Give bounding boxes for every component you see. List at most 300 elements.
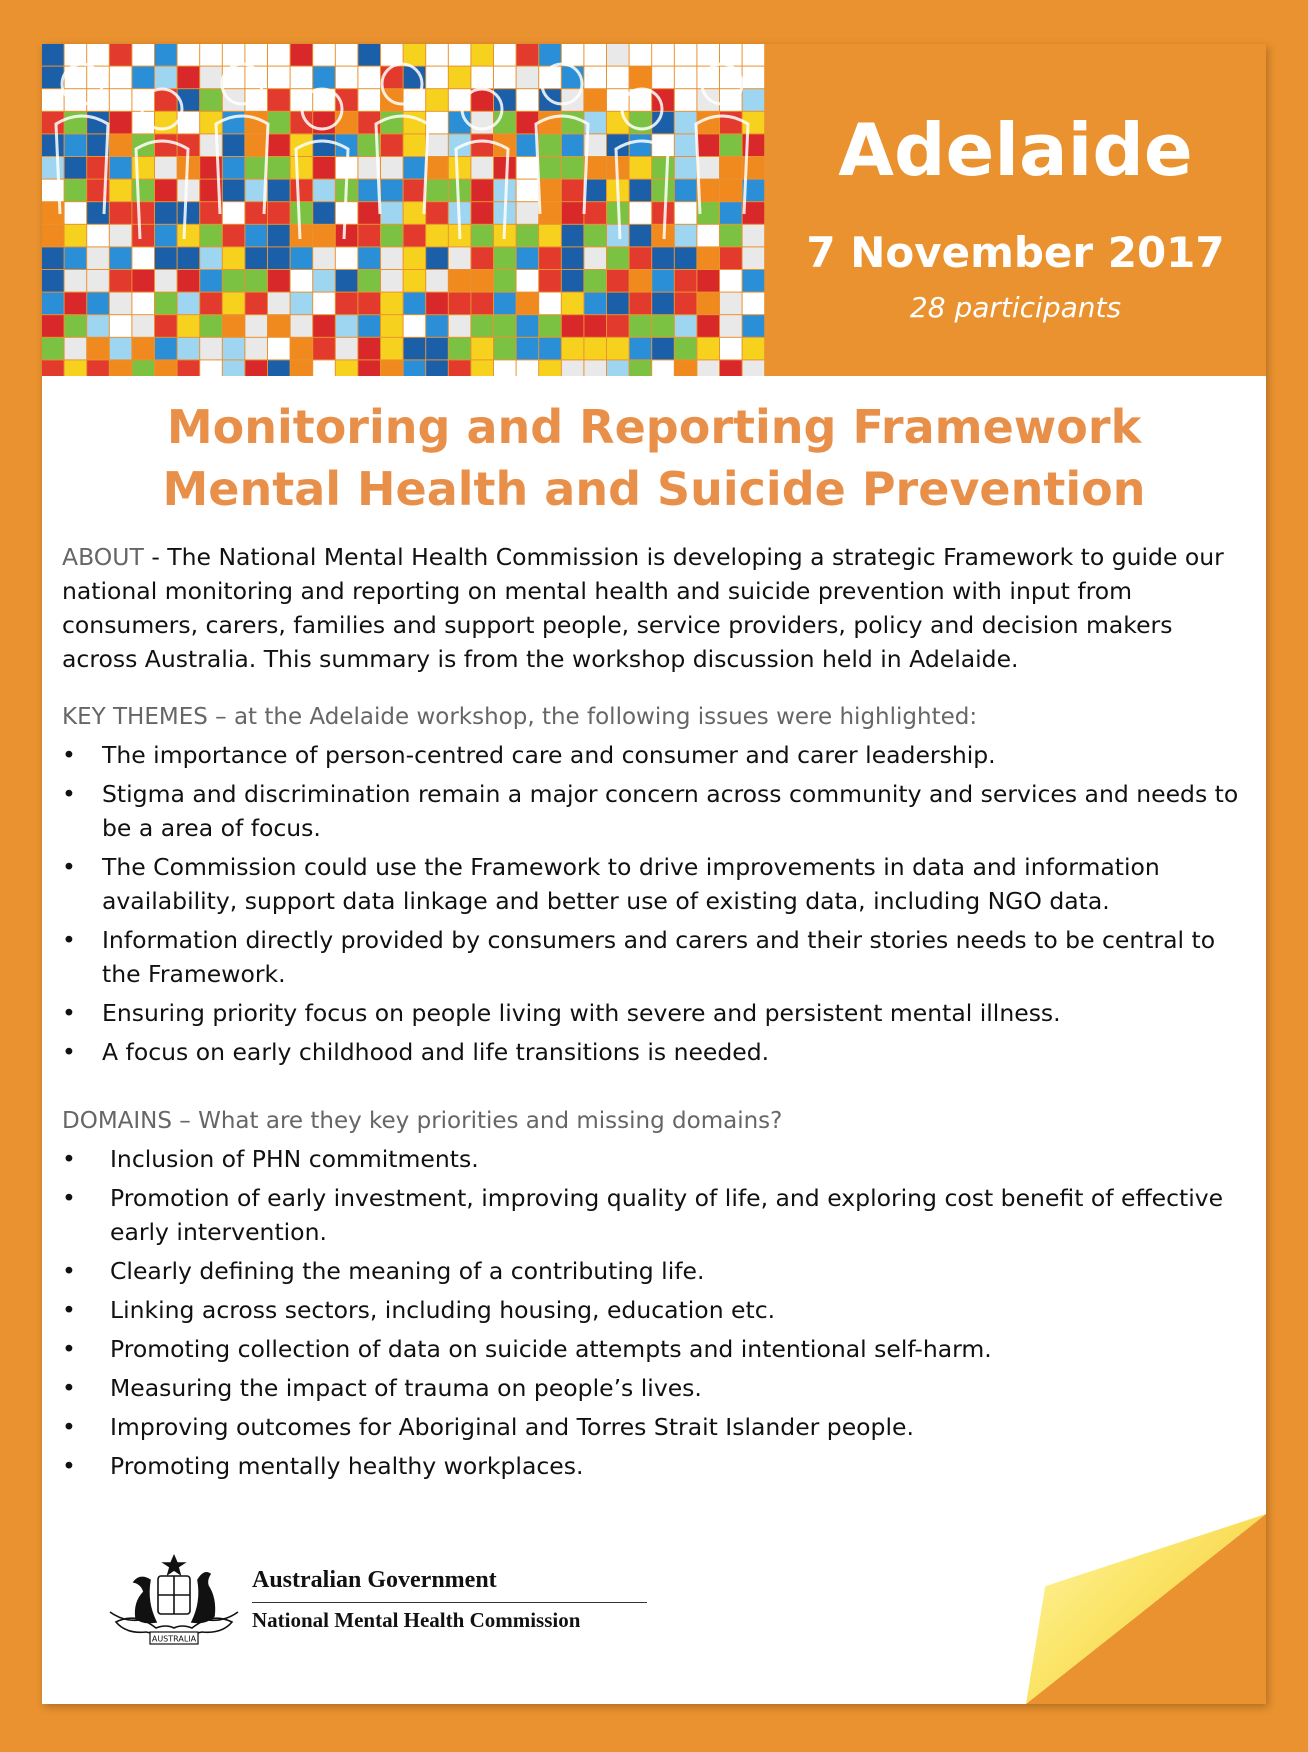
mosaic-tile [42, 157, 64, 179]
mosaic-tile [313, 44, 335, 66]
mosaic-tile [471, 338, 493, 360]
mosaic-tile [630, 180, 652, 202]
mosaic-tile [223, 134, 245, 156]
mosaic-tile [65, 270, 87, 292]
mosaic-tile [494, 315, 516, 337]
mosaic-tile [539, 134, 561, 156]
mosaic-tile [675, 112, 697, 134]
mosaic-tile [313, 157, 335, 179]
mosaic-tile [404, 134, 426, 156]
mosaic-tile [200, 338, 222, 360]
mosaic-tile [539, 202, 561, 224]
mosaic-tile [584, 44, 606, 66]
mosaic-tile [291, 225, 313, 247]
mosaic-tile [404, 247, 426, 269]
mosaic-tile [268, 270, 290, 292]
key-theme-item [62, 996, 1242, 1030]
mosaic-tile [245, 293, 267, 315]
mosaic-tile [245, 247, 267, 269]
mosaic-tile [584, 247, 606, 269]
mosaic-tile [720, 134, 742, 156]
domain-item-text: Promoting collection of data on suicide attempts and intentional self-harm. [110, 1335, 992, 1363]
bullet-icon: • [62, 1374, 76, 1402]
mosaic-tile [268, 134, 290, 156]
domain-item [62, 1254, 1242, 1288]
mosaic-tile [517, 247, 539, 269]
mosaic-tile [426, 134, 448, 156]
mosaic-tile [426, 89, 448, 111]
mosaic-tile [291, 180, 313, 202]
mosaic-tile [720, 360, 742, 376]
mosaic-tile [517, 270, 539, 292]
mosaic-tile [743, 360, 765, 376]
key-theme-item [62, 1035, 1242, 1069]
mosaic-tile [426, 270, 448, 292]
mosaic-tile [449, 293, 471, 315]
mosaic-tile [675, 293, 697, 315]
mosaic-tile [313, 338, 335, 360]
mosaic-tile [494, 67, 516, 89]
mosaic-tile [562, 315, 584, 337]
mosaic-tile [87, 247, 109, 269]
mosaic-tile [562, 293, 584, 315]
mosaic-tile [652, 67, 674, 89]
mosaic-tile [426, 247, 448, 269]
mosaic-tile [652, 44, 674, 66]
mosaic-tile [584, 338, 606, 360]
bullet-icon: • [62, 1413, 76, 1441]
city-title: Adelaide [838, 108, 1193, 192]
mosaic-tile [65, 180, 87, 202]
mosaic-tile [110, 112, 132, 134]
mosaic-tile [539, 360, 561, 376]
domain-item-text: Promotion of early investment, improving quality of life, and exploring cost benefit of effective early intervention. [110, 1184, 1224, 1246]
mosaic-tile [358, 202, 380, 224]
mosaic-tile [630, 225, 652, 247]
bullet-icon: • [62, 1038, 76, 1066]
mosaic-tile [562, 225, 584, 247]
mosaic-tile [358, 360, 380, 376]
mosaic-tile [381, 134, 403, 156]
mosaic-tile [697, 134, 719, 156]
mosaic-tile [110, 67, 132, 89]
mosaic-tile [132, 247, 154, 269]
mosaic-tile [562, 202, 584, 224]
mosaic-tile [584, 180, 606, 202]
mosaic-tile [404, 44, 426, 66]
mosaic-tile [245, 360, 267, 376]
mosaic-tile [404, 360, 426, 376]
mosaic-tile [449, 270, 471, 292]
mosaic-tile [42, 338, 64, 360]
mosaic-tile [494, 89, 516, 111]
mosaic-tile [720, 67, 742, 89]
coat-of-arms-icon [106, 1552, 242, 1652]
mosaic-tile [291, 338, 313, 360]
domain-item [62, 1449, 1242, 1483]
mosaic-tile [358, 338, 380, 360]
mosaic-tile [517, 180, 539, 202]
title-line-1: Monitoring and Reporting Framework [166, 400, 1142, 454]
key-theme-item-text: Stigma and discrimination remain a major concern across community and services and needs to be a area of focus. [102, 780, 1239, 842]
key-themes-heading: KEY THEMES – at the Adelaide workshop, the following issues were highlighted: [62, 704, 978, 730]
mosaic-tile [539, 315, 561, 337]
mosaic-tile [675, 270, 697, 292]
mosaic-tile [110, 270, 132, 292]
mosaic-tile [449, 360, 471, 376]
mosaic-tile [87, 89, 109, 111]
mosaic-tile [697, 315, 719, 337]
mosaic-tile [268, 247, 290, 269]
mosaic-tile [426, 44, 448, 66]
mosaic-tile [245, 44, 267, 66]
mosaic-tile [336, 247, 358, 269]
mosaic-tile [381, 225, 403, 247]
mosaic-tile [87, 315, 109, 337]
mosaic-tile [720, 157, 742, 179]
mosaic-tile [268, 157, 290, 179]
mosaic-tile [517, 338, 539, 360]
mosaic-tile [720, 270, 742, 292]
mosaic-tile [743, 225, 765, 247]
mosaic-tile [471, 225, 493, 247]
mosaic-tile [358, 247, 380, 269]
mosaic-tile [381, 270, 403, 292]
mosaic-tile [87, 360, 109, 376]
mosaic-tile [110, 247, 132, 269]
mosaic-tile [517, 202, 539, 224]
mosaic-tile [155, 360, 177, 376]
mosaic-tile [471, 315, 493, 337]
content-body [62, 540, 1242, 1488]
mosaic-tile [178, 338, 200, 360]
mosaic-tile [697, 270, 719, 292]
domain-item [62, 1293, 1242, 1327]
mosaic-tile [539, 44, 561, 66]
mosaic-tile [42, 44, 64, 66]
mosaic-tile [404, 180, 426, 202]
mosaic-tile [404, 202, 426, 224]
mosaic-tile [110, 315, 132, 337]
mosaic-tile [539, 157, 561, 179]
mosaic-tile [584, 202, 606, 224]
mosaic-tile [494, 293, 516, 315]
mosaic-tile [630, 44, 652, 66]
mosaic-tile [223, 315, 245, 337]
domain-item-text: Measuring the impact of trauma on people’s lives. [110, 1374, 702, 1402]
mosaic-tile [155, 225, 177, 247]
mosaic-tile [720, 293, 742, 315]
mosaic-tile [675, 180, 697, 202]
mosaic-tile [155, 293, 177, 315]
mosaic-tile [720, 202, 742, 224]
bullet-icon: • [62, 1335, 76, 1363]
mosaic-tile [155, 67, 177, 89]
mosaic-tile [471, 247, 493, 269]
mosaic-tile [743, 67, 765, 89]
mosaic-tile [336, 315, 358, 337]
mosaic-tile [675, 44, 697, 66]
mosaic-tile [65, 44, 87, 66]
mosaic-tile [607, 225, 629, 247]
bullet-icon: • [62, 780, 76, 808]
mosaic-tile [697, 338, 719, 360]
mosaic-tile [449, 247, 471, 269]
mosaic-tile [743, 293, 765, 315]
mosaic-tile [381, 338, 403, 360]
mosaic-tile [381, 44, 403, 66]
bullet-icon: • [62, 1296, 76, 1324]
mosaic-tile [336, 67, 358, 89]
mosaic-tile [449, 67, 471, 89]
mosaic-tile [720, 338, 742, 360]
mosaic-tile [471, 89, 493, 111]
mosaic-tile [720, 89, 742, 111]
mosaic-tile [562, 44, 584, 66]
mosaic-tile [268, 338, 290, 360]
mosaic-tile [155, 180, 177, 202]
mosaic-tile [313, 270, 335, 292]
mosaic-tile [630, 360, 652, 376]
mosaic-tile [675, 67, 697, 89]
key-theme-item [62, 923, 1242, 991]
mosaic-tile [65, 157, 87, 179]
mosaic-tile [313, 293, 335, 315]
mosaic-tile [539, 247, 561, 269]
flyer-page [42, 44, 1266, 1704]
key-theme-item [62, 777, 1242, 845]
mosaic-tile [697, 360, 719, 376]
participant-count: 28 participants [909, 291, 1122, 324]
mosaic-tile [291, 315, 313, 337]
mosaic-tile [245, 338, 267, 360]
mosaic-tile [743, 338, 765, 360]
mosaic-tile [584, 270, 606, 292]
mosaic-tile [42, 89, 64, 111]
mosaic-tile [675, 202, 697, 224]
mosaic-tile [471, 180, 493, 202]
mosaic-tile [517, 67, 539, 89]
mosaic-tile [223, 338, 245, 360]
mosaic-tile [110, 89, 132, 111]
mosaic-tile [675, 134, 697, 156]
mosaic-tile [743, 270, 765, 292]
mosaic-tile [110, 180, 132, 202]
domain-item [62, 1332, 1242, 1366]
mosaic-tile [697, 44, 719, 66]
mosaic-tile [720, 315, 742, 337]
mosaic-tile [404, 157, 426, 179]
mosaic-tile [607, 44, 629, 66]
mosaic-tile [584, 360, 606, 376]
mosaic-tile [223, 270, 245, 292]
mosaic-tile [313, 202, 335, 224]
mosaic-tile [539, 180, 561, 202]
mosaic-tile [291, 247, 313, 269]
mosaic-tile [358, 225, 380, 247]
mosaic-tile [268, 67, 290, 89]
mosaic-tile [449, 157, 471, 179]
mosaic-tile [268, 180, 290, 202]
mosaic-tile [178, 360, 200, 376]
mosaic-tile [65, 338, 87, 360]
mosaic-tile [404, 270, 426, 292]
mosaic-tile [132, 315, 154, 337]
mosaic-tile [87, 338, 109, 360]
mosaic-tile [471, 360, 493, 376]
mosaic-tile [223, 293, 245, 315]
domain-item [62, 1181, 1242, 1249]
mosaic-tile [675, 360, 697, 376]
mosaic-tile [358, 180, 380, 202]
mosaic-tile [132, 67, 154, 89]
mosaic-tile [245, 134, 267, 156]
mosaic-tile [697, 157, 719, 179]
mosaic-tile [652, 360, 674, 376]
mosaic-tile [471, 157, 493, 179]
mosaic-tile [42, 67, 64, 89]
bullet-icon: • [62, 926, 76, 954]
mosaic-tile [517, 44, 539, 66]
mosaic-tile [313, 315, 335, 337]
mosaic-tile [132, 270, 154, 292]
mosaic-tile [110, 202, 132, 224]
mosaic-tile [517, 89, 539, 111]
mosaic-tile [110, 44, 132, 66]
mosaic-tile [630, 270, 652, 292]
mosaic-tile [630, 134, 652, 156]
mosaic-tile [426, 315, 448, 337]
mosaic-tile [539, 225, 561, 247]
key-theme-item [62, 850, 1242, 918]
mosaic-tile [132, 180, 154, 202]
mosaic-tile [494, 338, 516, 360]
mosaic-tile [630, 202, 652, 224]
mosaic-tile [426, 360, 448, 376]
domain-item-text: Clearly defining the meaning of a contributing life. [110, 1257, 705, 1285]
domain-item-text: Inclusion of PHN commitments. [110, 1145, 479, 1173]
mosaic-tile [675, 338, 697, 360]
bullet-icon: • [62, 853, 76, 881]
mosaic-tile [652, 338, 674, 360]
mosaic-tile [743, 89, 765, 111]
mosaic-tile [132, 44, 154, 66]
mosaic-tile [178, 67, 200, 89]
mosaic-tile [200, 225, 222, 247]
mosaic-tile [245, 315, 267, 337]
domains-heading: DOMAINS – What are they key priorities and missing domains? [62, 1108, 783, 1134]
mosaic-tile [426, 338, 448, 360]
bullet-icon: • [62, 1257, 76, 1285]
mosaic-tile [155, 157, 177, 179]
domain-item [62, 1371, 1242, 1405]
mosaic-tile [449, 89, 471, 111]
mosaic-tile [291, 270, 313, 292]
mosaic-tile [562, 270, 584, 292]
mosaic-tile [471, 270, 493, 292]
mosaic-tile [65, 202, 87, 224]
about-label: ABOUT [62, 543, 144, 571]
mosaic-tile [381, 202, 403, 224]
mosaic-tile [65, 293, 87, 315]
mosaic-tile [268, 315, 290, 337]
domain-item-text: Improving outcomes for Aboriginal and Torres Strait Islander people. [110, 1413, 914, 1441]
mosaic-tile [65, 315, 87, 337]
mosaic-tile [539, 293, 561, 315]
mosaic-tile [155, 44, 177, 66]
mosaic-tile [245, 157, 267, 179]
mosaic-tile [675, 89, 697, 111]
mosaic-tile [42, 270, 64, 292]
mosaic-tile [584, 293, 606, 315]
mosaic-tile [87, 225, 109, 247]
about-text: - The National Mental Health Commission is developing a strategic Framework to guide our national monitoring and reporting on mental health and suicide prevention with input from consumers, carers, families and support people, service providers, policy and decision makers across Australia. This summary is from the workshop discussion held in Adelaide. [62, 543, 1224, 673]
mosaic-tile [630, 315, 652, 337]
mosaic-tile [178, 315, 200, 337]
mosaic-tile [223, 89, 245, 111]
mosaic-tile [584, 225, 606, 247]
mosaic-tile [697, 293, 719, 315]
mosaic-tile [223, 180, 245, 202]
mosaic-tile [630, 338, 652, 360]
key-theme-item-text: Information directly provided by consumers and carers and their stories needs to be central to the Framework. [102, 926, 1216, 988]
mosaic-tile [426, 112, 448, 134]
mosaic-tile [539, 270, 561, 292]
mosaic-tile [245, 270, 267, 292]
mosaic-tile [313, 67, 335, 89]
mosaic-tile [200, 67, 222, 89]
mosaic-people-image [42, 44, 765, 376]
mosaic-tile [336, 270, 358, 292]
mosaic-tile [178, 293, 200, 315]
logo-line-government: Australian Government [252, 1567, 497, 1593]
bullet-icon: • [62, 1184, 76, 1212]
mosaic-tile [178, 44, 200, 66]
mosaic-tile [42, 293, 64, 315]
mosaic-tile [155, 338, 177, 360]
mosaic-tile [291, 157, 313, 179]
mosaic-tile [245, 225, 267, 247]
mosaic-tile [155, 315, 177, 337]
mosaic-tile [65, 247, 87, 269]
mosaic-artwork [42, 44, 765, 376]
mosaic-tile [471, 44, 493, 66]
mosaic-tile [630, 157, 652, 179]
mosaic-tile [675, 315, 697, 337]
mosaic-tile [720, 247, 742, 269]
mosaic-tile [494, 360, 516, 376]
mosaic-tile [110, 225, 132, 247]
mosaic-tile [630, 247, 652, 269]
mosaic-tile [178, 225, 200, 247]
mosaic-tile [313, 225, 335, 247]
mosaic-tile [336, 225, 358, 247]
mosaic-tile [358, 270, 380, 292]
mosaic-tile [449, 315, 471, 337]
domain-item-text: Promoting mentally healthy workplaces. [110, 1452, 584, 1480]
mosaic-tile [449, 338, 471, 360]
mosaic-tile [223, 157, 245, 179]
mosaic-tile [200, 360, 222, 376]
mosaic-tile [200, 270, 222, 292]
mosaic-tile [358, 315, 380, 337]
mosaic-tile [607, 67, 629, 89]
mosaic-tile [358, 293, 380, 315]
mosaic-tile [675, 247, 697, 269]
mosaic-tile [381, 247, 403, 269]
mosaic-tile [110, 360, 132, 376]
mosaic-tile [539, 338, 561, 360]
